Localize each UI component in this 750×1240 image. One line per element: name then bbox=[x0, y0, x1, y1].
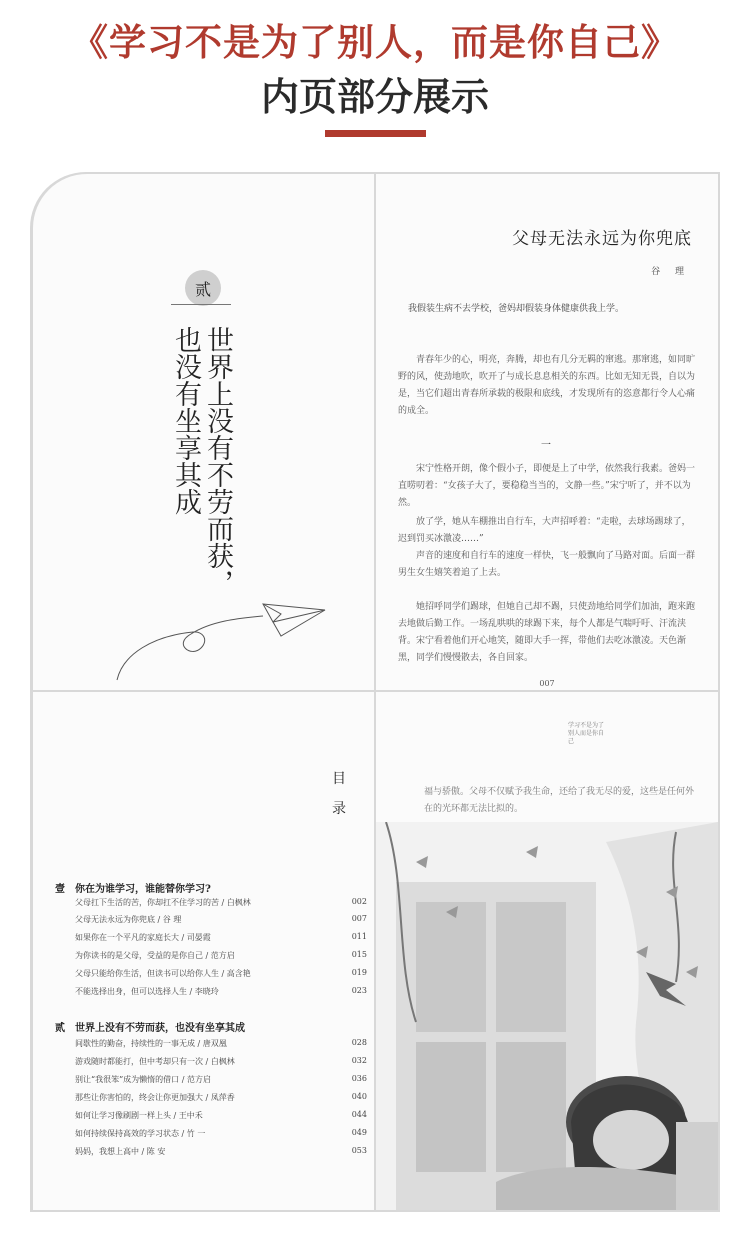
toc-page-number: 036 bbox=[351, 1074, 367, 1083]
toc-section-heading bbox=[55, 880, 355, 895]
chapter-seal: 贰 bbox=[185, 270, 221, 306]
paper-plane-icon bbox=[113, 574, 333, 684]
toc-section-title: 你在为谁学习，谁能替你学习? bbox=[75, 884, 211, 895]
toc-page-number: 002 bbox=[351, 897, 367, 906]
paragraph: 放了学，她从车棚推出自行车，大声招呼着：“走啦，去球场踢球了，迟到罚买冰激凌……” bbox=[398, 517, 691, 544]
toc-row: 游戏随时都能打，但中考却只有一次 / 白枫林 032 bbox=[75, 1056, 367, 1066]
chapter-intro: 我假装生病不去学校，爸妈却假装身体健康供我上学。 bbox=[408, 304, 625, 314]
chapter-heading-line2: 也没有坐享其成 bbox=[170, 326, 201, 515]
toc-row: 为你读书的是父母，受益的是你自己 / 范方启 015 bbox=[75, 950, 367, 960]
accent-bar bbox=[325, 130, 426, 137]
toc-page-number: 011 bbox=[351, 932, 367, 941]
toc-page-number: 044 bbox=[351, 1110, 367, 1119]
chapter-heading-line1: 世界上没有不劳而获， bbox=[202, 326, 233, 596]
toc-row: 间歇性的勤奋，持续性的一事无成 / 唐双凰 028 bbox=[75, 1038, 367, 1048]
paragraph: 宋宁性格开朗，像个假小子，即便是上了中学，依然我行我素。爸妈一直唠叨着：“女孩子大了，要稳稳当当的，文静一些。”宋宁听了，并不以为然。 bbox=[398, 464, 696, 508]
toc-title: 目录 bbox=[332, 771, 346, 817]
page-subtitle: 内页部分展示 bbox=[260, 75, 489, 119]
illustration-caption-text: 福与骄傲。父母不仅赋予我生命，还给了我无尽的爱，这些是任何外在的光环都无法比拟的。 bbox=[424, 787, 695, 814]
toc-row: 那些让你害怕的，终会让你更加强大 / 凤萍香 040 bbox=[75, 1092, 367, 1102]
divider-line bbox=[171, 304, 231, 305]
toc-section-number: 壹 bbox=[55, 884, 65, 895]
page-number: 007 bbox=[539, 679, 555, 688]
corner-note: 学习不是为了别人而是你自己 bbox=[568, 722, 605, 745]
toc-section-title: 世界上没有不劳而获，也没有坐享其成 bbox=[75, 1023, 245, 1034]
toc-row: 如何持续保持高效的学习状态 / 竹 一 049 bbox=[75, 1128, 367, 1138]
paragraph: 声音的速度和自行车的速度一样快，飞一般飘向了马路对面。后面一群男生女生嬉笑着追了上去。 bbox=[398, 551, 696, 578]
toc-page-number: 019 bbox=[351, 968, 367, 977]
toc-row: 父母只能给你生活，但读书可以给你人生 / 高含艳 019 bbox=[75, 968, 367, 978]
toc-page-number: 007 bbox=[351, 914, 367, 923]
paragraph: 青春年少的心，明亮，奔腾，却也有几分无羁的窜逃。那窜逃，如同旷野的风，使劲地吹，吹开了与成长息息相关的东西。比如无知无畏，自以为是，当它们超出青春所承载的极限和底线，才发现所有的恣意都行令人心痛的成全。 bbox=[398, 355, 696, 416]
toc-row: 妈妈，我想上高中 / 陈 安 053 bbox=[75, 1146, 367, 1156]
chapter-opener-page bbox=[33, 174, 374, 690]
toc-section-heading bbox=[55, 1019, 355, 1034]
illustration-page bbox=[376, 692, 718, 1210]
girl-window-illustration bbox=[376, 822, 718, 1210]
toc-section-number: 贰 bbox=[55, 1023, 65, 1034]
toc-row: 如何让学习像刷剧一样上头 / 王中禾 044 bbox=[75, 1110, 367, 1120]
toc-row: 父母无法永远为你兜底 / 谷 理 007 bbox=[75, 914, 367, 924]
toc-page-number: 040 bbox=[351, 1092, 367, 1101]
toc-row: 别让“我很笨”成为懒惰的借口 / 范方启 036 bbox=[75, 1074, 367, 1084]
toc-page-number: 015 bbox=[351, 950, 367, 959]
chapter-author: 谷 理 bbox=[651, 267, 690, 277]
toc-row: 不能选择出身，但可以选择人生 / 李晓玲 023 bbox=[75, 986, 367, 996]
chapter-text-page bbox=[376, 174, 718, 690]
chapter-title: 父母无法永远为你兜底 bbox=[512, 229, 692, 249]
section-number: 一 bbox=[541, 440, 551, 451]
toc-page-number: 028 bbox=[351, 1038, 367, 1047]
toc-page-number: 053 bbox=[351, 1146, 367, 1155]
paragraph: 她招呼同学们踢球，但她自己却不踢，只使劲地给同学们加油，跑来跑去地做后勤工作。一场乱哄哄的球踢下来，每个人都是气喘吁吁、汗流浃背。宋宁看着他们开心地笑，随即大手一挥，带他们去吃冰激凌。天色渐黑，同学们慢慢散去，各自回家。 bbox=[398, 602, 696, 663]
toc-page-number: 032 bbox=[351, 1056, 367, 1065]
toc-page-number: 023 bbox=[351, 986, 367, 995]
toc-row: 如果你在一个平凡的家庭长大 / 司晏霞 011 bbox=[75, 932, 367, 942]
toc-page-number: 049 bbox=[351, 1128, 367, 1137]
toc-page bbox=[33, 692, 374, 1210]
toc-row: 父母扛下生活的苦，你却扛不住学习的苦 / 白枫林 002 bbox=[75, 897, 367, 907]
book-title: 《学习不是为了别人，而是你自己》 bbox=[71, 20, 679, 64]
